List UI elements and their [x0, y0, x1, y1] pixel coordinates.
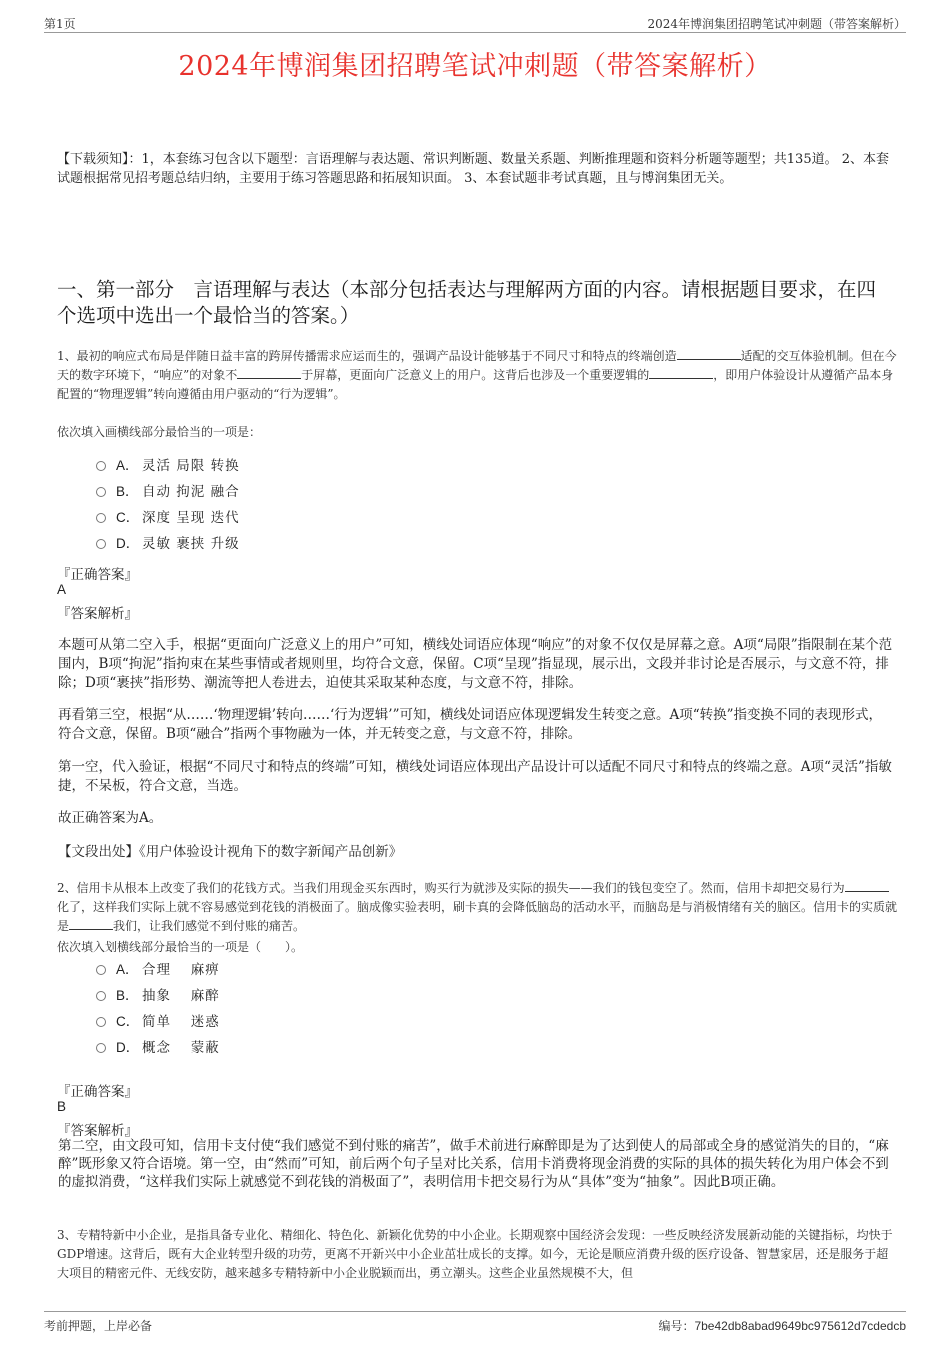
footer-code: 编号：7be42db8abad9649bc975612d7cdedcb — [658, 1319, 906, 1333]
radio-icon[interactable] — [96, 539, 106, 549]
blank-2 — [69, 917, 113, 930]
option-b[interactable]: B． 自动 拘泥 融合 — [96, 479, 240, 505]
correct-answer: A — [57, 582, 67, 597]
option-a[interactable]: A． 灵活 局限 转换 — [96, 453, 240, 479]
correct-answer-label: 『正确答案』 — [57, 1084, 138, 1100]
correct-answer-label: 『正确答案』 — [57, 567, 138, 583]
header-doc-name: 2024年博润集团招聘笔试冲刺题（带答案解析） — [647, 17, 906, 31]
blank-3 — [649, 366, 713, 379]
analysis-label: 『答案解析』 — [57, 606, 138, 622]
footer-slogan: 考前押题，上岸必备 — [44, 1319, 153, 1333]
document-title: 2024年博润集团招聘笔试冲刺题（带答案解析） — [178, 51, 772, 82]
correct-answer: B — [57, 1099, 67, 1114]
option-c[interactable]: C． 简单 迷惑 — [96, 1009, 220, 1035]
radio-icon[interactable] — [96, 965, 106, 975]
section-title: 一、第一部分 言语理解与表达（本部分包括表达与理解两方面的内容。请根据题目要求，在四个选项中选出一个最恰当的答案。） — [57, 278, 877, 327]
analysis-paragraph: 第一空，代入验证，根据“不同尺寸和特点的终端”可知，横线处词语应体现出产品设计可以适配不同尺寸和特点的终端之意。A项“灵活”指敏捷，不呆板，符合文意，当选。 — [58, 759, 892, 794]
question-1-prompt: 依次填入画横线部分最恰当的一项是： — [57, 425, 262, 439]
radio-icon[interactable] — [96, 487, 106, 497]
question-2-prompt: 依次填入划横线部分最恰当的一项是（ ）。 — [57, 940, 304, 954]
option-d[interactable]: D． 概念 蒙蔽 — [96, 1035, 220, 1061]
radio-icon[interactable] — [96, 1043, 106, 1053]
option-d[interactable]: D． 灵敏 裹挟 升级 — [96, 531, 240, 557]
page-footer — [44, 1311, 906, 1334]
analysis-paragraph: 第二空，由文段可知，信用卡支付使“我们感觉不到付账的痛苦”，做手术前进行麻醉即是为了达到使人的局部或全身的感觉消失的目的，“麻醉”既形象又符合语境。第一空，由“然而”可知，前后两个句子呈对比关系，信用卡消费将现金消费的实际的具体的损失转化为用户体会不到的虚拟消费，“这样我们实际上就感觉不到花钱的消极面了”，表明信用卡把交易行为从“具体”变为“抽象”。因此B项正确。 — [58, 1138, 889, 1190]
question-2-stem: 2、信用卡从根本上改变了我们的花钱方式。当我们用现金买东西时，购买行为就涉及实际的损失——我们的钱包变空了。然而，信用卡却把交易行为化了，这样我们实际上就不容易感觉到花钱的消极面了。脑成像实验表明，刷卡真的会降低脑岛的活动水平，而脑岛是与消极情绪有关的脑区。信用卡的实质就是 我们，让我们感觉不到付账的痛苦。 — [57, 881, 898, 933]
download-notice: 【下载须知】：1，本套练习包含以下题型：言语理解与表达题、常识判断题、数量关系题、判断推理题和资料分析题等题型；共135道。 2、本套试题根据常见招考题总结归纳，主要用于练习答题思路和拓展知识面。 3、本套试题非考试真题，且与博润集团无关。 — [57, 152, 889, 186]
radio-icon[interactable] — [96, 991, 106, 1001]
question-1-stem: 1、最初的响应式布局是伴随日益丰富的跨屏传播需求应运而生的，强调产品设计能够基于不同尺寸和特点的终端创造 适配的交互体验机制。但在今天的数字环境下，“响应”的对象不 于屏幕，更面向广泛意义上的用户。这背后也涉及一个重要逻辑的 ，即用户体验设计从遵循产品本身配置的“物理逻辑”转向遵循由用户驱动的“行为逻辑”。 — [57, 349, 897, 401]
question-2-options — [96, 957, 220, 1061]
analysis-paragraph: 再看第三空，根据“从……‘物理逻辑’转向……‘行为逻辑’”可知，横线处词语应体现逻辑发生转变之意。A项“转换”指变换不同的表现形式，符合文意，保留。B项“融合”指两个事物融为一体，并无转变之意，与文意不符，排除。 — [58, 707, 883, 742]
option-b[interactable]: B． 抽象 麻醉 — [96, 983, 220, 1009]
analysis-label: 『答案解析』 — [57, 1123, 138, 1139]
analysis-conclusion: 故正确答案为A。 — [58, 810, 163, 826]
blank-1 — [677, 347, 741, 360]
page-header — [44, 12, 906, 33]
radio-icon[interactable] — [96, 513, 106, 523]
blank-1 — [845, 879, 889, 892]
question-3-stem: 3、专精特新中小企业，是指具备专业化、精细化、特色化、新颖化优势的中小企业。长期观察中国经济会发现：一些反映经济发展新动能的关键指标，均快于GDP增速。这背后，既有大企业转型升级的功劳，更离不开新兴中小企业茁壮成长的支撑。如今，无论是顺应消费升级的医疗设备、智慧家居，还是服务于超大项目的精密元件、无线安防，越来越多专精特新中小企业脱颖而出，勇立潮头。这些企业虽然规模不大，但 — [57, 1228, 893, 1280]
radio-icon[interactable] — [96, 1017, 106, 1027]
page-number: 第1页 — [44, 17, 76, 31]
blank-2 — [237, 366, 301, 379]
analysis-paragraph: 本题可从第二空入手，根据“更面向广泛意义上的用户”可知，横线处词语应体现“响应”的对象不仅仅是屏幕之意。A项“局限”指限制在某个范围内，B项“拘泥”指拘束在某些事情或者规则里，均符合文意，保留。C项“呈现”指显现，展示出，文段并非讨论是否展示，与文意不符，排除；D项“裹挟”指形势、潮流等把人卷进去，迫使其采取某种态度，与文意不符，排除。 — [58, 637, 893, 691]
option-a[interactable]: A． 合理 麻痹 — [96, 957, 220, 983]
source-citation: 【文段出处】《用户体验设计视角下的数字新闻产品创新》 — [58, 844, 403, 860]
question-1-options — [96, 453, 240, 557]
option-c[interactable]: C． 深度 呈现 迭代 — [96, 505, 240, 531]
radio-icon[interactable] — [96, 461, 106, 471]
